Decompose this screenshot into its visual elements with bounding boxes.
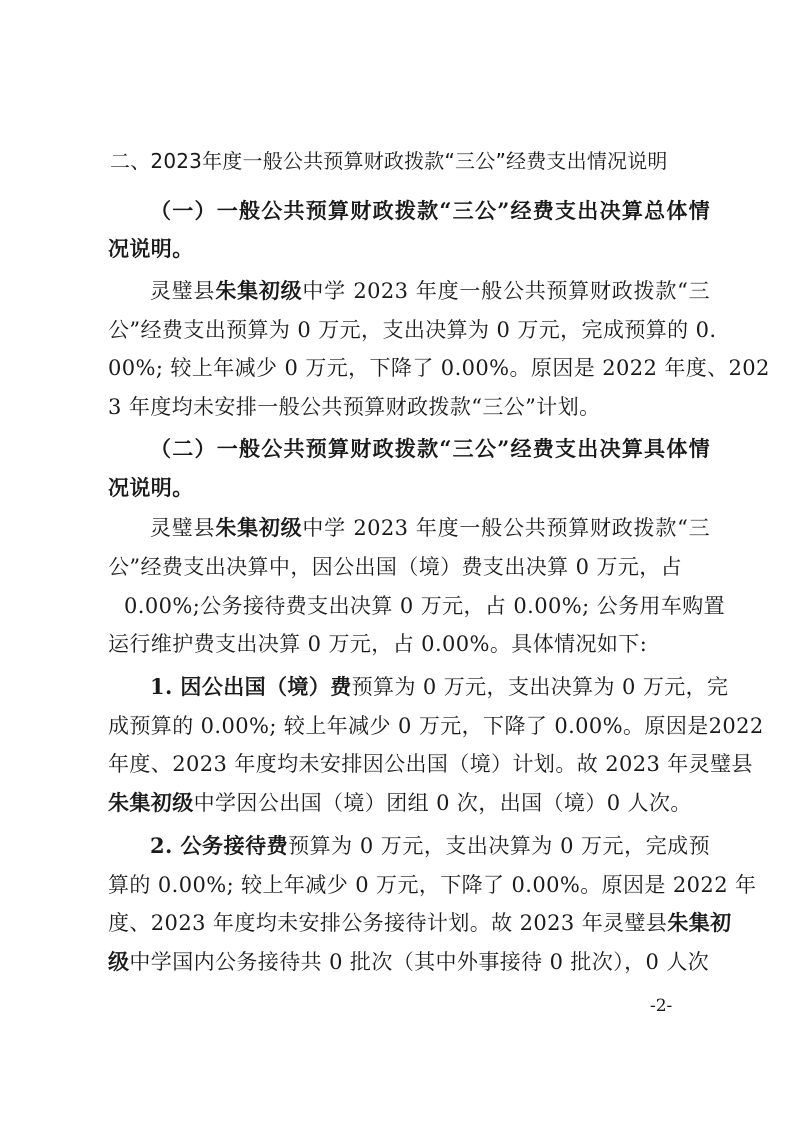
item-1-label: 1. 因公出国（境）费 (150, 674, 352, 699)
item-2-line: 级中学国内公务接待共 0 批次（其中外事接待 0 批次），0 人次 (108, 949, 710, 974)
item-2-label: 2. 公务接待费 (150, 833, 289, 858)
item-2-line: 度、2023 年度均未安排公务接待计划。故 2023 年灵璧县朱集初 (108, 910, 732, 935)
item-1-line: 1. 因公出国（境）费预算为 0 万元，支出决算为 0 万元，完 (150, 674, 729, 699)
subsection-1-para-line: 灵璧县朱集初级中学 2023 年度一般公共预算财政拨款“三 (150, 278, 710, 303)
item-2-line: 算的 0.00%; 较上年减少 0 万元，下降了 0.00%。原因是 2022 年 (108, 873, 757, 897)
subsection-2-para-line: 公”经费支出决算中，因公出国（境）费支出决算 0 万元，占 (108, 555, 683, 579)
subsection-2-para-line: 运行维护费支出决算 0 万元，占 0.00%。具体情况如下: (108, 632, 648, 656)
item-2-line: 2. 公务接待费预算为 0 万元，支出决算为 0 万元，完成预 (150, 833, 711, 858)
subsection-2-para-line: 灵璧县朱集初级中学 2023 年度一般公共预算财政拨款“三 (150, 515, 710, 540)
subsection-2-para-line: 0.00%;公务接待费支出决算 0 万元，占 0.00%; 公务用车购置 (124, 594, 726, 618)
section-title: 二、2023年度一般公共预算财政拨款“三公”经费支出情况说明 (110, 149, 668, 173)
subsection-1-para-line: 3 年度均未安排一般公共预算财政拨款“三公”计划。 (108, 395, 601, 419)
item-1-line: 朱集初级中学因公出国（境）团组 0 次，出国（境）0 人次。 (108, 790, 692, 815)
subsection-2-heading: （二）一般公共预算财政拨款“三公”经费支出决算具体情 (150, 436, 710, 461)
item-1-line: 成预算的 0.00%; 较上年减少 0 万元，下降了 0.00%。原因是2022 (108, 714, 764, 738)
subsection-1-heading-cont: 况说明。 (108, 236, 194, 261)
item-1-line: 年度、2023 年度均未安排因公出国（境）计划。故 2023 年灵璧县 (108, 752, 753, 776)
subsection-2-heading-cont: 况说明。 (108, 475, 194, 500)
subsection-1-para-line: 00%; 较上年减少 0 万元，下降了 0.00%。原因是 2022 年度、202 (108, 356, 770, 380)
page-number: -2- (650, 996, 673, 1016)
subsection-1-para-line: 公”经费支出预算为 0 万元，支出决算为 0 万元，完成预算的 0. (108, 318, 717, 342)
subsection-1-heading: （一）一般公共预算财政拨款“三公”经费支出决算总体情 (150, 198, 710, 223)
